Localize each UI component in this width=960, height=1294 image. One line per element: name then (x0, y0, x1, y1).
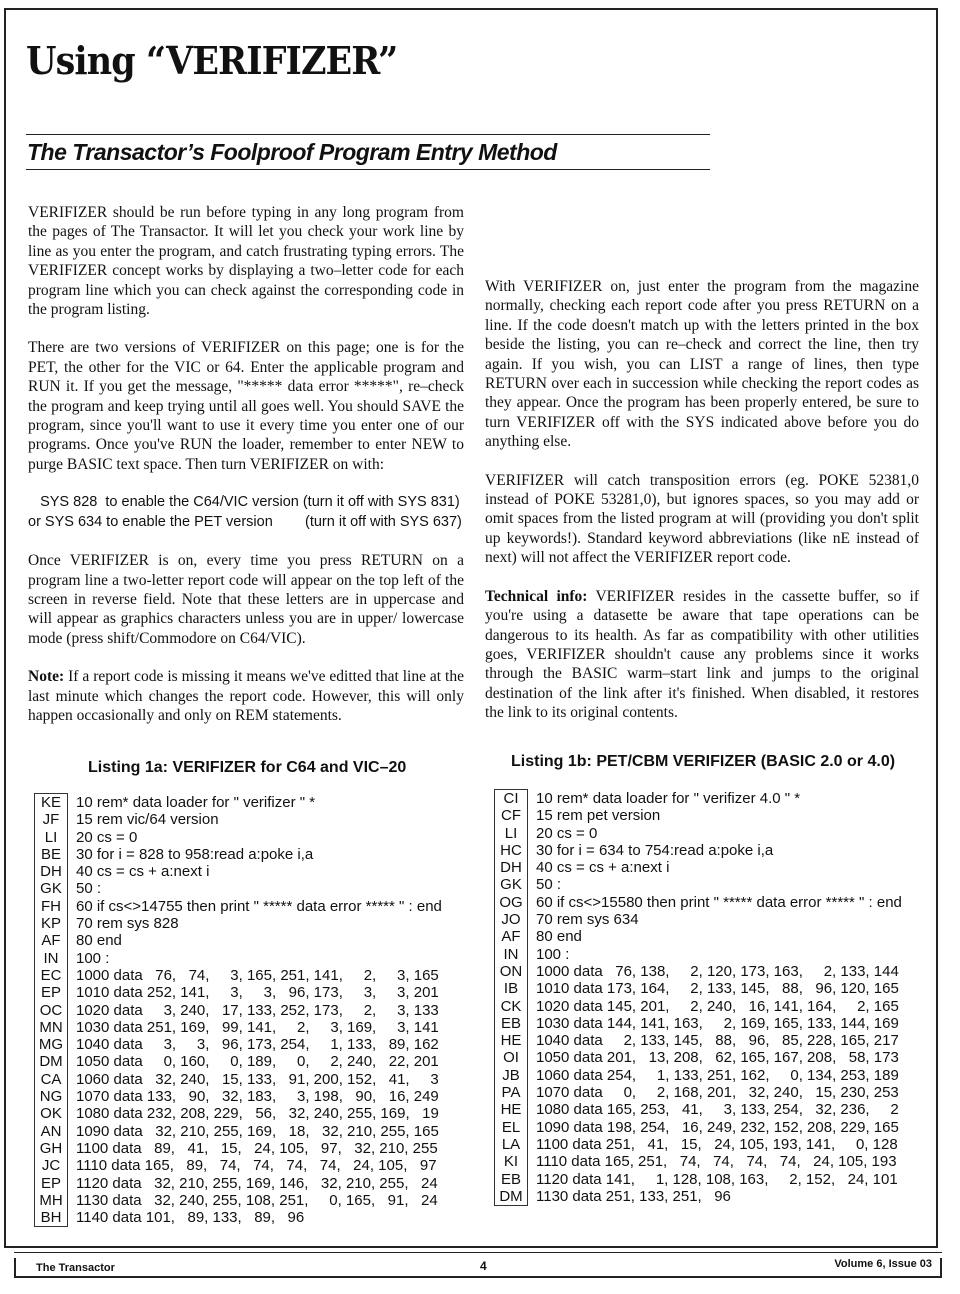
listing-row (495, 807, 903, 824)
program-line: 1070 data 0, 2, 168, 201, 32, 240, 15, 230, 253 (536, 1084, 899, 1102)
program-line: 1000 data 76, 74, 3, 165, 251, 141, 2, 3, 165 (76, 966, 439, 984)
program-line: 1030 data 251, 169, 99, 141, 2, 3, 169, 3, 141 (76, 1018, 439, 1036)
subtitle-rule-bottom (26, 169, 710, 170)
listing-row (35, 880, 443, 897)
report-code: DM (35, 1053, 68, 1070)
program-line: 1020 data 3, 240, 17, 133, 252, 173, 2, 3, 133 (76, 1001, 439, 1019)
program-line: 15 rem vic/64 version (76, 811, 219, 829)
report-code: IN (495, 946, 528, 963)
listing-row (495, 1101, 903, 1118)
listing-row (495, 1171, 903, 1188)
report-code: CF (495, 807, 528, 824)
program-line: 40 cs = cs + a:next i (536, 859, 670, 877)
article-title: Using “VERIFIZER” (26, 38, 398, 83)
listing-row (35, 863, 443, 880)
intro-paragraph: VERIFIZER should be run before typing in any long program from the pages of The Transactor. It will let you check your work line by line as you enter the program, and catch frustrating typing errors. The VERIFIZER concept works by displaying a two–letter code for each program line which you can check against the corresponding code in the program listing. (28, 204, 464, 319)
listing-row (35, 950, 443, 967)
report-code: CA (35, 1071, 68, 1088)
report-code: JO (495, 911, 528, 928)
report-code: EL (495, 1119, 528, 1136)
listing-row (35, 1071, 443, 1088)
program-line: 40 cs = cs + a:next i (76, 863, 210, 881)
report-code: DH (35, 863, 68, 880)
report-code: CK (495, 998, 528, 1015)
program-line: 70 rem sys 634 (536, 911, 639, 929)
listing-row (35, 1175, 443, 1192)
program-line: 20 cs = 0 (76, 828, 138, 846)
report-code: JB (495, 1067, 528, 1084)
listing-row (35, 898, 443, 915)
program-line: 30 for i = 634 to 754:read a:poke i,a (536, 841, 774, 859)
listing-row (35, 1019, 443, 1036)
listing-row (35, 829, 443, 846)
sys-line-pet: or SYS 634 to enable the PET version (turn it off with SYS 637) (28, 513, 462, 530)
listing-1a-title: Listing 1a: VERIFIZER for C64 and VIC–20 (88, 759, 407, 776)
sys-commands (28, 493, 464, 532)
listing-1a-table (34, 793, 443, 1227)
listing-row (35, 932, 443, 949)
listing-row (35, 1123, 443, 1140)
listing-row (495, 1119, 903, 1136)
program-line: 100 : (536, 945, 570, 963)
program-line: 1010 data 252, 141, 3, 3, 96, 173, 3, 3, 201 (76, 984, 439, 1002)
program-line: 10 rem* data loader for " verifizer 4.0 " * (536, 789, 801, 807)
report-code: CI (495, 790, 528, 808)
listing-row (35, 1209, 443, 1227)
program-line: 1110 data 165, 251, 74, 74, 74, 74, 24, 105, 193 (536, 1153, 897, 1171)
report-code: BE (35, 846, 68, 863)
listing-row (495, 1136, 903, 1153)
listing-row (35, 1002, 443, 1019)
program-line: 1060 data 32, 240, 15, 133, 91, 200, 152, 41, 3 (76, 1070, 439, 1088)
listing-row (35, 984, 443, 1001)
listing-1b-table (494, 789, 903, 1206)
program-line: 10 rem* data loader for " verifizer " * (76, 793, 316, 811)
listing-row (35, 1088, 443, 1105)
listing-row (495, 1153, 903, 1170)
report-code: OC (35, 1002, 68, 1019)
report-code: IN (35, 950, 68, 967)
report-code: EC (35, 967, 68, 984)
sys-line-c64: SYS 828 to enable the C64/VIC version (turn it off with SYS 831) (28, 494, 460, 511)
technical-text: VERIFIZER resides in the cassette buffer, so if you're using a datasette be aware that tape operations can be dangerous to its health. As far as compatibility with other utilities goes, VERIFIZER shouldn't cause any problems since it works through the BASIC warm–start link and jumps to the original destination of the link after it's finished. When disabled, it restores the link to its original contents. (485, 587, 919, 722)
report-code: FH (35, 898, 68, 915)
program-line: 1120 data 141, 1, 128, 108, 163, 2, 152, 24, 101 (536, 1170, 898, 1188)
program-line: 1120 data 32, 210, 255, 169, 146, 32, 210, 255, 24 (76, 1174, 438, 1192)
listing-row (35, 967, 443, 984)
report-code: AF (35, 932, 68, 949)
footer-publication: The Transactor (36, 1262, 115, 1274)
program-line: 1090 data 32, 210, 255, 169, 18, 32, 210, 255, 165 (76, 1122, 439, 1140)
program-line: 1140 data 101, 89, 133, 89, 96 (76, 1209, 305, 1227)
listing-1a (34, 793, 443, 1227)
usage-paragraph: Once VERIFIZER is on, every time you press RETURN on a program line a two-letter report code will appear on the top left of the screen in reverse field. Note that these letters are in uppercase and will appear as graphics characters unless you are in upper/ lowercase mode (press shift/Commodore on C64/VIC). (28, 552, 464, 647)
listing-row (35, 811, 443, 828)
page-footer (14, 1258, 942, 1278)
program-line: 1130 data 251, 133, 251, 96 (536, 1188, 731, 1206)
program-line: 100 : (76, 949, 110, 967)
report-code: JF (35, 811, 68, 828)
program-line: 1080 data 165, 253, 41, 3, 133, 254, 32, 236, 2 (536, 1101, 899, 1119)
report-code: JC (35, 1157, 68, 1174)
listing-row (495, 894, 903, 911)
report-code: AN (35, 1123, 68, 1140)
report-code: OK (35, 1105, 68, 1122)
program-line: 1100 data 89, 41, 15, 24, 105, 97, 32, 210, 255 (76, 1139, 438, 1157)
program-line: 1130 data 32, 240, 255, 108, 251, 0, 165, 91, 24 (76, 1191, 438, 1209)
listing-row (495, 790, 903, 808)
report-code: KE (35, 794, 68, 812)
program-line: 1060 data 254, 1, 133, 251, 162, 0, 134, 253, 189 (536, 1066, 899, 1084)
report-code: AF (495, 928, 528, 945)
listing-row (35, 794, 443, 812)
program-line: 20 cs = 0 (536, 824, 598, 842)
program-line: 1090 data 198, 254, 16, 249, 232, 152, 208, 229, 165 (536, 1118, 899, 1136)
listing-row (495, 1084, 903, 1101)
note-text: If a report code is missing it means we've editted that line at the last minute which changes the report code. However, this will only happen occasionally and only on REM statements. (28, 668, 464, 724)
right-column (485, 277, 919, 742)
report-code: OI (495, 1049, 528, 1066)
listing-row (495, 928, 903, 945)
program-line: 1040 data 2, 133, 145, 88, 96, 85, 228, 165, 217 (536, 1032, 899, 1050)
program-line: 60 if cs<>14755 then print " ***** data error ***** " : end (76, 897, 442, 915)
report-code: LA (495, 1136, 528, 1153)
article-subtitle: The Transactor’s Foolproof Program Entry Method (27, 139, 557, 165)
listing-row (35, 1105, 443, 1122)
report-code: LI (35, 829, 68, 846)
listing-row (495, 1067, 903, 1084)
listing-row (35, 915, 443, 932)
program-line: 70 rem sys 828 (76, 915, 179, 933)
note-label: Note: (28, 668, 65, 686)
entry-paragraph: With VERIFIZER on, just enter the program from the magazine normally, checking each report code after you press RETURN on a line. If the code doesn't match up with the letters printed in the box beside the listing, you can re–check and correct the line, then try again. If you wish, you can LIST a range of lines, then type RETURN over each in succession while checking the report codes as they appear. Once the program has been properly entered, be sure to turn VERIFIZER off with the SYS indicated above before you do anything else. (485, 278, 919, 451)
listing-row (495, 911, 903, 928)
listing-row (495, 859, 903, 876)
listing-row (495, 946, 903, 963)
listing-row (35, 1140, 443, 1157)
report-code: KP (35, 915, 68, 932)
left-column (28, 203, 464, 744)
subtitle-rule-top (26, 134, 710, 135)
program-line: 1070 data 133, 90, 32, 183, 3, 198, 90, 16, 249 (76, 1088, 439, 1106)
listing-row (35, 846, 443, 863)
technical-paragraph (485, 587, 919, 723)
listing-1b-title: Listing 1b: PET/CBM VERIFIZER (BASIC 2.0 or 4.0) (511, 753, 896, 770)
report-code: LI (495, 825, 528, 842)
program-line: 1030 data 144, 141, 163, 2, 169, 165, 133, 144, 169 (536, 1014, 899, 1032)
listing-row (495, 1032, 903, 1049)
program-line: 80 end (76, 932, 122, 950)
report-code: IB (495, 980, 528, 997)
report-code: EB (495, 1171, 528, 1188)
report-code: MH (35, 1192, 68, 1209)
report-code: DH (495, 859, 528, 876)
transposition-paragraph: VERIFIZER will catch transposition errors (eg. POKE 52381,0 instead of POKE 53281,0), but ignores spaces, so you may add or omit spaces from the listed program at will (providing you don't split up keywords!). Standard keyword abbreviations (like nE instead of next) will not affect the VERIFIZER report code. (485, 471, 919, 567)
report-code: BH (35, 1209, 68, 1227)
program-line: 50 : (76, 880, 102, 898)
listing-row (495, 963, 903, 980)
listing-row (495, 876, 903, 893)
program-line: 1010 data 173, 164, 2, 133, 145, 88, 96, 120, 165 (536, 980, 899, 998)
report-code: GK (35, 880, 68, 897)
listing-row (495, 842, 903, 859)
report-code: EP (35, 1175, 68, 1192)
program-line: 1020 data 145, 201, 2, 240, 16, 141, 164, 2, 165 (536, 997, 899, 1015)
report-code: DM (495, 1188, 528, 1206)
program-line: 1040 data 3, 3, 96, 173, 254, 1, 133, 89, 162 (76, 1036, 439, 1054)
program-line: 1000 data 76, 138, 2, 120, 173, 163, 2, 133, 144 (536, 962, 899, 980)
program-line: 80 end (536, 928, 582, 946)
versions-paragraph: There are two versions of VERIFIZER on this page; one is for the PET, the other for the VIC or 64. Enter the applicable program and RUN it. If you get the message, "***** data error *****", re–check the program and keep trying until all goes well. You should SAVE the program, since you'll want to use it every time you enter one of our programs. Once you've RUN the loader, remember to enter NEW to purge BASIC text space. Then turn VERIFIZER on with: (28, 339, 464, 473)
report-code: HE (495, 1101, 528, 1118)
report-code: OG (495, 894, 528, 911)
listing-1b (494, 789, 903, 1206)
listing-row (495, 1188, 903, 1206)
listing-row (35, 1192, 443, 1209)
note-paragraph (28, 667, 464, 725)
report-code: GK (495, 876, 528, 893)
report-code: NG (35, 1088, 68, 1105)
report-code: HE (495, 1032, 528, 1049)
program-line: 60 if cs<>15580 then print " ***** data error ***** " : end (536, 893, 902, 911)
listing-row (495, 980, 903, 997)
footer-page-number: 4 (480, 1259, 487, 1273)
technical-label: Technical info: (485, 587, 588, 605)
report-code: HC (495, 842, 528, 859)
report-code: MG (35, 1036, 68, 1053)
listing-row (495, 998, 903, 1015)
listing-row (495, 825, 903, 842)
report-code: EB (495, 1015, 528, 1032)
program-line: 1100 data 251, 41, 15, 24, 105, 193, 141, 0, 128 (536, 1135, 898, 1153)
report-code: PA (495, 1084, 528, 1101)
listing-row (495, 1015, 903, 1032)
listing-row (495, 1049, 903, 1066)
program-line: 50 : (536, 876, 562, 894)
footer-issue: Volume 6, Issue 03 (834, 1258, 932, 1270)
program-line: 1080 data 232, 208, 229, 56, 32, 240, 255, 169, 19 (76, 1105, 439, 1123)
footer-rule (14, 1252, 942, 1253)
report-code: EP (35, 984, 68, 1001)
program-line: 30 for i = 828 to 958:read a:poke i,a (76, 845, 314, 863)
listing-row (35, 1036, 443, 1053)
listing-row (35, 1157, 443, 1174)
listing-row (35, 1053, 443, 1070)
program-line: 1050 data 201, 13, 208, 62, 165, 167, 208, 58, 173 (536, 1049, 899, 1067)
report-code: GH (35, 1140, 68, 1157)
program-line: 15 rem pet version (536, 807, 661, 825)
report-code: KI (495, 1153, 528, 1170)
report-code: MN (35, 1019, 68, 1036)
program-line: 1110 data 165, 89, 74, 74, 74, 74, 24, 105, 97 (76, 1157, 437, 1175)
report-code: ON (495, 963, 528, 980)
program-line: 1050 data 0, 160, 0, 189, 0, 2, 240, 22, 201 (76, 1053, 439, 1071)
